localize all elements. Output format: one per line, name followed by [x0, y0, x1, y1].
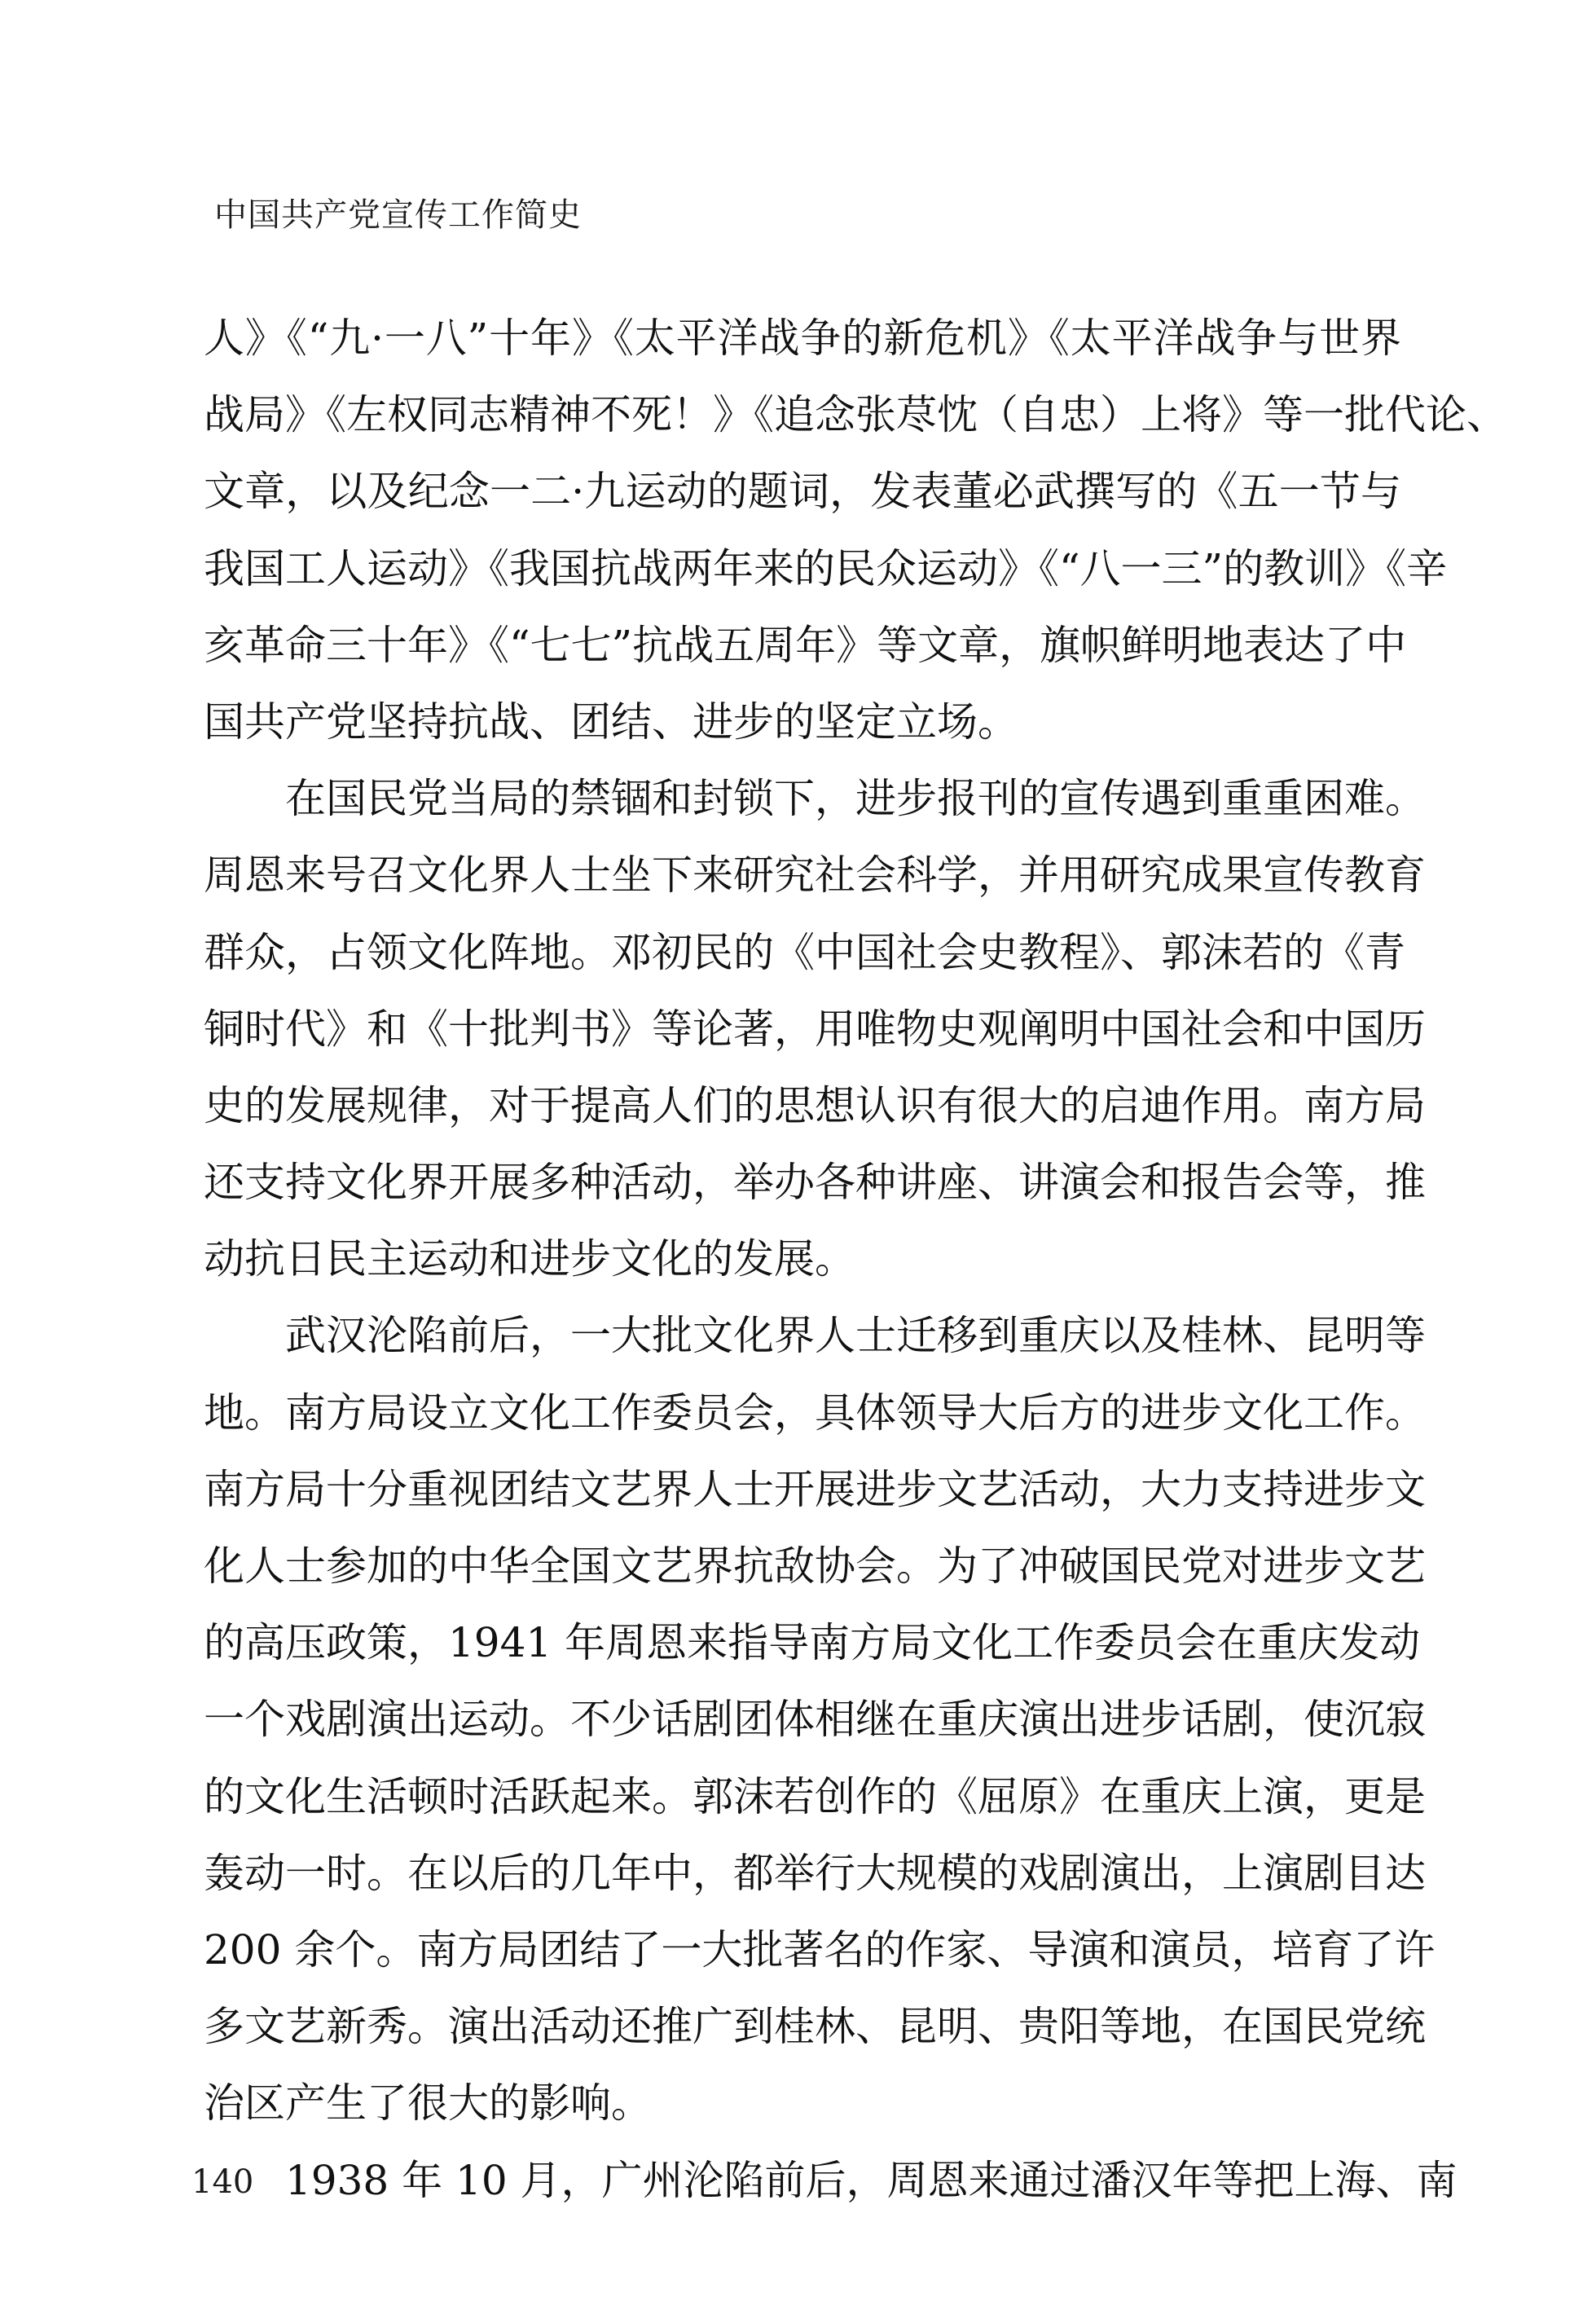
body-text [204, 300, 1507, 2219]
text-line: 史的发展规律，对于提高人们的思想认识有很大的启迪作用。南方局 [204, 1081, 1426, 1129]
text-line: 治区产生了很大的影响。 [204, 2079, 652, 2128]
text-line: 我国工人运动》《我国抗战两年来的民众运动》《“八一三”的教训》《辛 [204, 544, 1448, 592]
text-line: 亥革命三十年》《“七七”抗战五周年》等文章，旗帜鲜明地表达了中 [204, 621, 1407, 669]
text-line: 多文艺新秀。演出活动还推广到桂林、昆明、贵阳等地，在国民党统 [204, 2003, 1426, 2051]
text-line: 武汉沦陷前后，一大批文化界人士迁移到重庆以及桂林、昆明等 [285, 1312, 1426, 1360]
text-line: 地。南方局设立文化工作委员会，具体领导大后方的进步文化工作。 [204, 1388, 1426, 1437]
text-line: 人》《“九·一八”十年》《太平洋战争的新危机》《太平洋战争与世界 [204, 315, 1401, 362]
text-line: 群众，占领文化阵地。邓初民的《中国社会史教程》、郭沫若的《青 [204, 928, 1405, 976]
text-line: 铜时代》和《十批判书》等论著，用唯物史观阐明中国社会和中国历 [204, 1005, 1426, 1053]
text-line: 的文化生活顿时活跃起来。郭沫若创作的《屈原》在重庆上演，更是 [204, 1772, 1426, 1820]
text-line: 南方局十分重视团结文艺界人士开展进步文艺活动，大力支持进步文 [204, 1465, 1426, 1513]
text-line: 还支持文化界开展多种活动，举办各种讲座、讲演会和报告会等，推 [204, 1159, 1426, 1207]
text-line: 战局》《左权同志精神不死！》《追念张荩忱（自忠）上将》等一批代论、 [204, 391, 1507, 439]
text-line: 200 余个。南方局团结了一大批著名的作家、导演和演员，培育了许 [204, 1925, 1436, 1974]
text-line: 的高压政策，1941 年周恩来指导南方局文化工作委员会在重庆发动 [204, 1619, 1421, 1667]
text-line: 周恩来号召文化界人士坐下来研究社会科学，并用研究成果宣传教育 [204, 851, 1426, 900]
text-line: 1938 年 10 月，广州沦陷前后，周恩来通过潘汉年等把上海、南 [285, 2156, 1458, 2204]
text-line: 在国民党当局的禁锢和封锁下，进步报刊的宣传遇到重重困难。 [285, 775, 1426, 823]
text-line: 一个戏剧演出运动。不少话剧团体相继在重庆演出进步话剧，使沉寂 [204, 1696, 1426, 1744]
text-line: 国共产党坚持抗战、团结、进步的坚定立场。 [204, 697, 1018, 746]
running-header-book-title: 中国共产党宣传工作简史 [214, 196, 582, 234]
text-line: 文章，以及纪念一二·九运动的题词，发表董必武撰写的《五一节与 [204, 468, 1401, 516]
text-line: 动抗日民主运动和进步文化的发展。 [204, 1235, 855, 1283]
page-number: 140 [191, 2163, 254, 2201]
text-line: 化人士参加的中华全国文艺界抗敌协会。为了冲破国民党对进步文艺 [204, 1542, 1426, 1590]
text-line: 轰动一时。在以后的几年中，都举行大规模的戏剧演出，上演剧目达 [204, 1849, 1426, 1897]
